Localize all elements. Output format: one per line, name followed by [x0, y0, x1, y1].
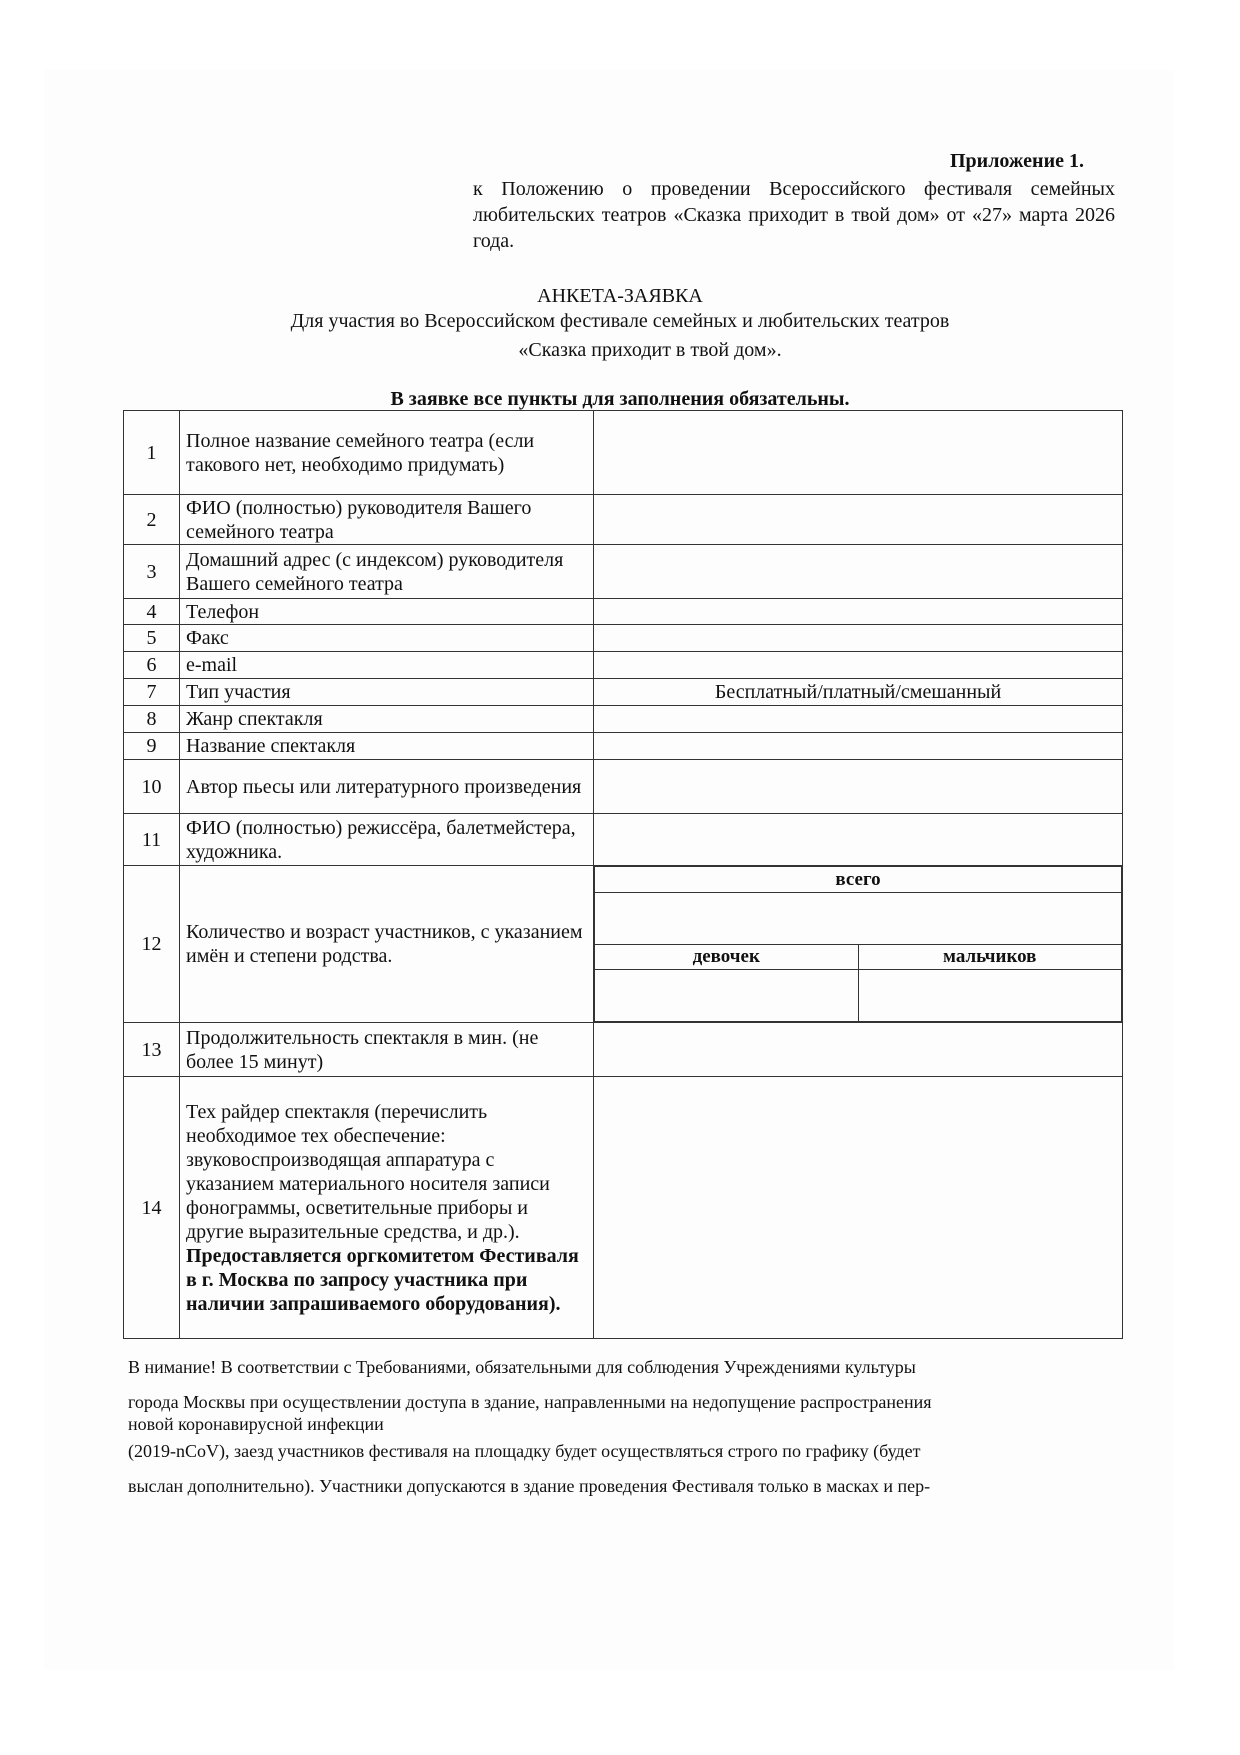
- row-number: 1: [124, 411, 180, 495]
- row-number: 11: [124, 814, 180, 866]
- warning-line: города Москвы при осуществлении доступа в здание, направленными на недопущение распространения: [128, 1392, 932, 1412]
- girls-header: девочек: [595, 945, 859, 970]
- row-value-field[interactable]: [594, 733, 1123, 760]
- row-number: 8: [124, 706, 180, 733]
- row-value-field[interactable]: [594, 545, 1123, 599]
- warning-line: (2019-nCoV), заезд участников фестиваля на площадку будет осуществляться строго по графику (будет: [128, 1441, 921, 1461]
- row-label: Автор пьесы или литературного произведения: [180, 760, 594, 814]
- row-label: Телефон: [180, 599, 594, 625]
- row-label: Полное название семейного театра (если такового нет, необходимо придумать): [180, 411, 594, 495]
- row-label: Факс: [180, 625, 594, 652]
- row-number: 9: [124, 733, 180, 760]
- row-value-field[interactable]: [594, 760, 1123, 814]
- row-label: ФИО (полностью) руководителя Вашего семейного театра: [180, 495, 594, 545]
- row-number: 2: [124, 495, 180, 545]
- row-number: 3: [124, 545, 180, 599]
- row-number: 6: [124, 652, 180, 679]
- row-number: 10: [124, 760, 180, 814]
- row-number: 12: [124, 866, 180, 1023]
- participation-type-value[interactable]: Бесплатный/платный/смешанный: [594, 679, 1123, 706]
- row-value-field[interactable]: [594, 625, 1123, 652]
- total-header: всего: [595, 867, 1122, 893]
- row-number: 7: [124, 679, 180, 706]
- form-row: [124, 411, 1123, 495]
- row-value-field[interactable]: [594, 652, 1123, 679]
- row-label: Тип участия: [180, 679, 594, 706]
- mandatory-note: В заявке все пункты для заполнения обязательны.: [390, 388, 850, 410]
- form-row: [124, 495, 1123, 545]
- form-row: [124, 545, 1123, 599]
- application-form-table: [123, 410, 1123, 1339]
- covid-warning: [128, 1350, 1108, 1504]
- row-value-field[interactable]: [594, 1077, 1123, 1339]
- form-row: [124, 625, 1123, 652]
- row-number: 5: [124, 625, 180, 652]
- form-row: [124, 760, 1123, 814]
- row-label: Название спектакля: [180, 733, 594, 760]
- boys-header: мальчиков: [858, 945, 1122, 970]
- form-row: [124, 706, 1123, 733]
- participants-subtable: [594, 866, 1122, 1022]
- warning-line: выслан дополнительно). Участники допускаются в здание проведения Фестиваля только в масках и пер-: [128, 1476, 931, 1496]
- row-value-field[interactable]: [594, 599, 1123, 625]
- row-label: Количество и возраст участников, с указанием имён и степени родства.: [180, 866, 594, 1023]
- form-row: [124, 814, 1123, 866]
- form-row: [124, 1077, 1123, 1339]
- appendix-title: Приложение 1.: [950, 150, 1084, 172]
- boys-field[interactable]: [858, 970, 1122, 1022]
- row-number: 13: [124, 1023, 180, 1077]
- row-value-field[interactable]: [594, 706, 1123, 733]
- row-label: ФИО (полностью) режиссёра, балетмейстера, художника.: [180, 814, 594, 866]
- appendix-text: к Положению о проведении Всероссийского фестиваля семейных любительских театров «Сказка приходит в твой дом» от «27» марта 2026 года.: [473, 178, 1115, 252]
- form-row: [124, 599, 1123, 625]
- form-row: [124, 679, 1123, 706]
- form-row: [124, 733, 1123, 760]
- tech-rider-text: Тех райдер спектакля (перечислить необходимое тех обеспечение: звуковоспроизводящая аппаратура с указанием материального носителя записи фонограммы, осветительные приборы и другие выразительные средства, и др.).: [186, 1100, 550, 1243]
- form-row: [124, 866, 1123, 1023]
- row-label: e-mail: [180, 652, 594, 679]
- warning-line: новой коронавирусной инфекции: [128, 1414, 384, 1434]
- row-number: 14: [124, 1077, 180, 1339]
- form-title: АНКЕТА-ЗАЯВКА: [537, 285, 703, 307]
- girls-field[interactable]: [595, 970, 859, 1022]
- row-label: Домашний адрес (с индексом) руководителя Вашего семейного театра: [180, 545, 594, 599]
- row-label: [180, 1077, 594, 1339]
- form-row: [124, 652, 1123, 679]
- participants-grid: [594, 866, 1123, 1023]
- row-number: 4: [124, 599, 180, 625]
- row-value-field[interactable]: [594, 411, 1123, 495]
- form-subtitle-line2: «Сказка приходит в твой дом».: [518, 339, 782, 361]
- tech-rider-note: Предоставляется оргкомитетом Фестиваля в г. Москва по запросу участника при наличии запрашиваемого оборудования).: [186, 1244, 579, 1315]
- row-value-field[interactable]: [594, 495, 1123, 545]
- row-value-field[interactable]: [594, 1023, 1123, 1077]
- row-label: Жанр спектакля: [180, 706, 594, 733]
- warning-line: В нимание! В соответствии с Требованиями, обязательными для соблюдения Учреждениями культуры: [128, 1357, 916, 1377]
- form-subtitle-line1: Для участия во Всероссийском фестивале семейных и любительских театров: [290, 310, 950, 332]
- row-value-field[interactable]: [594, 814, 1123, 866]
- form-row: [124, 1023, 1123, 1077]
- total-field[interactable]: [595, 893, 1122, 945]
- row-label: Продолжительность спектакля в мин. (не более 15 минут): [180, 1023, 594, 1077]
